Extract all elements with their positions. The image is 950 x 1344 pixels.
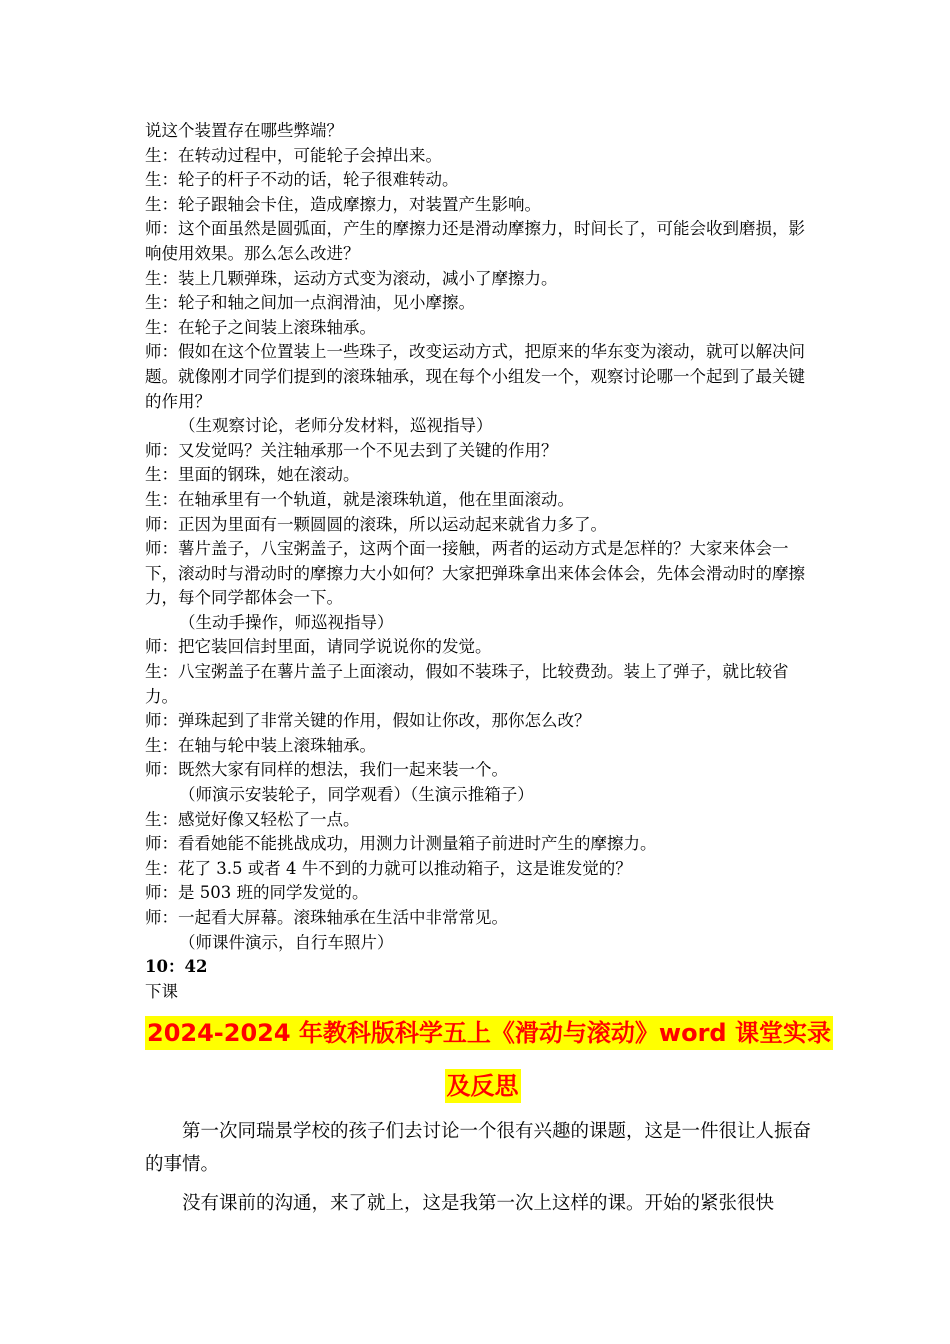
dialogue-line: 师：薯片盖子，八宝粥盖子，这两个面一接触，两者的运动方式是怎样的？大家来体会一下，滚动时与滑动时的摩擦力大小如何？大家把弹珠拿出来体会体会，先体会滑动时的摩擦力，每个同学都体会一下。 [145, 539, 805, 608]
dialogue-line: 师：正因为里面有一颗圆圆的滚珠，所以运动起来就省力多了。 [145, 514, 607, 534]
dialogue-line: 师：一起看大屏幕。滚珠轴承在生活中非常常见。 [145, 908, 508, 927]
dialogue-line: 生：装上几颗弹珠，运动方式变为滚动，减小了摩擦力。 [145, 268, 558, 288]
dialogue-line: 生：轮子和轴之间加一点润滑油，见小摩擦。 [145, 293, 475, 313]
dialogue-line: 生：里面的钢珠，她在滚动。 [145, 465, 360, 485]
dialogue-line: 生：在轮子之间装上滚珠轴承。 [145, 317, 376, 337]
dialogue-line: 师：既然大家有同样的想法，我们一起来装一个。 [145, 760, 508, 780]
dialogue-line: 生：在转动过程中，可能轮子会掉出来。 [145, 145, 442, 165]
dialogue-line: 师：假如在这个位置装上一些珠子，改变运动方式，把原来的华东变为滚动，就可以解决问题。就像刚才同学们提到的滚珠轴承，现在每个小组发一个，观察讨论哪一个起到了最关键的作用？ [145, 342, 805, 411]
dialogue-line: 师：是 503 班的同学发觉的。 [145, 883, 369, 903]
reflection-section [145, 1115, 820, 1220]
reflection-paragraph: 没有课前的沟通，来了就上，这是我第一次上这样的课。开始的紧张很快 [182, 1193, 775, 1215]
stage-direction: （生观察讨论，老师分发材料，巡视指导） [179, 416, 493, 436]
dialogue-line: 生：八宝粥盖子在薯片盖子上面滚动，假如不装珠子，比较费劲。装上了弹子，就比较省力。 [145, 662, 789, 706]
dialogue-line: 师：这个面虽然是圆弧面，产生的摩擦力还是滑动摩擦力，时间长了，可能会收到磨损，影响使用效果。那么怎么改进？ [145, 219, 805, 263]
dialogue-line: 生：感觉好像又轻松了一点。 [145, 809, 360, 829]
title-line-2: 及反思 [445, 1069, 521, 1103]
dialogue-line: 生：轮子的杆子不动的话，轮子很难转动。 [145, 170, 459, 190]
stage-direction: （生动手操作，师巡视指导） [179, 612, 394, 632]
document-title [145, 1016, 831, 1103]
stage-direction: （师课件演示，自行车照片） [179, 932, 394, 952]
dialogue-line: 师：弹珠起到了非常关键的作用，假如让你改，那你怎么改？ [145, 711, 591, 731]
dialogue-line: 师：把它装回信封里面，请同学说说你的发觉。 [145, 637, 492, 657]
title-line-1: 2024-2024 年教科版科学五上《滑动与滚动》word 课堂实录 [145, 1016, 833, 1050]
dialogue-line: 生：花了 3.5 或者 4 牛不到的力就可以推动箱子，这是谁发觉的？ [145, 858, 632, 878]
document-page [145, 119, 831, 1220]
dialogue-line: 师：又发觉吗？关注轴承那一个不见去到了关键的作用？ [145, 440, 558, 460]
dialogue-transcript [145, 119, 820, 1004]
dialogue-line: 生：在轴与轮中装上滚珠轴承。 [145, 735, 376, 755]
dialogue-line: 下课 [145, 981, 178, 1001]
reflection-paragraph: 第一次同瑞景学校的孩子们去讨论一个很有兴趣的课题，这是一件很让人振奋的事情。 [145, 1121, 812, 1176]
dialogue-line: 说这个装置存在哪些弊端？ [145, 121, 343, 140]
stage-direction: （师演示安装轮子，同学观看）（生演示推箱子） [179, 785, 534, 805]
dialogue-line: 师：看看她能不能挑战成功，用测力计测量箱子前进时产生的摩擦力。 [145, 834, 657, 854]
dialogue-line: 生：轮子跟轴会卡住，造成摩擦力，对装置产生影响。 [145, 194, 541, 214]
timestamp: 10：42 [145, 957, 208, 977]
dialogue-line: 生：在轴承里有一个轨道，就是滚珠轨道，他在里面滚动。 [145, 489, 574, 509]
